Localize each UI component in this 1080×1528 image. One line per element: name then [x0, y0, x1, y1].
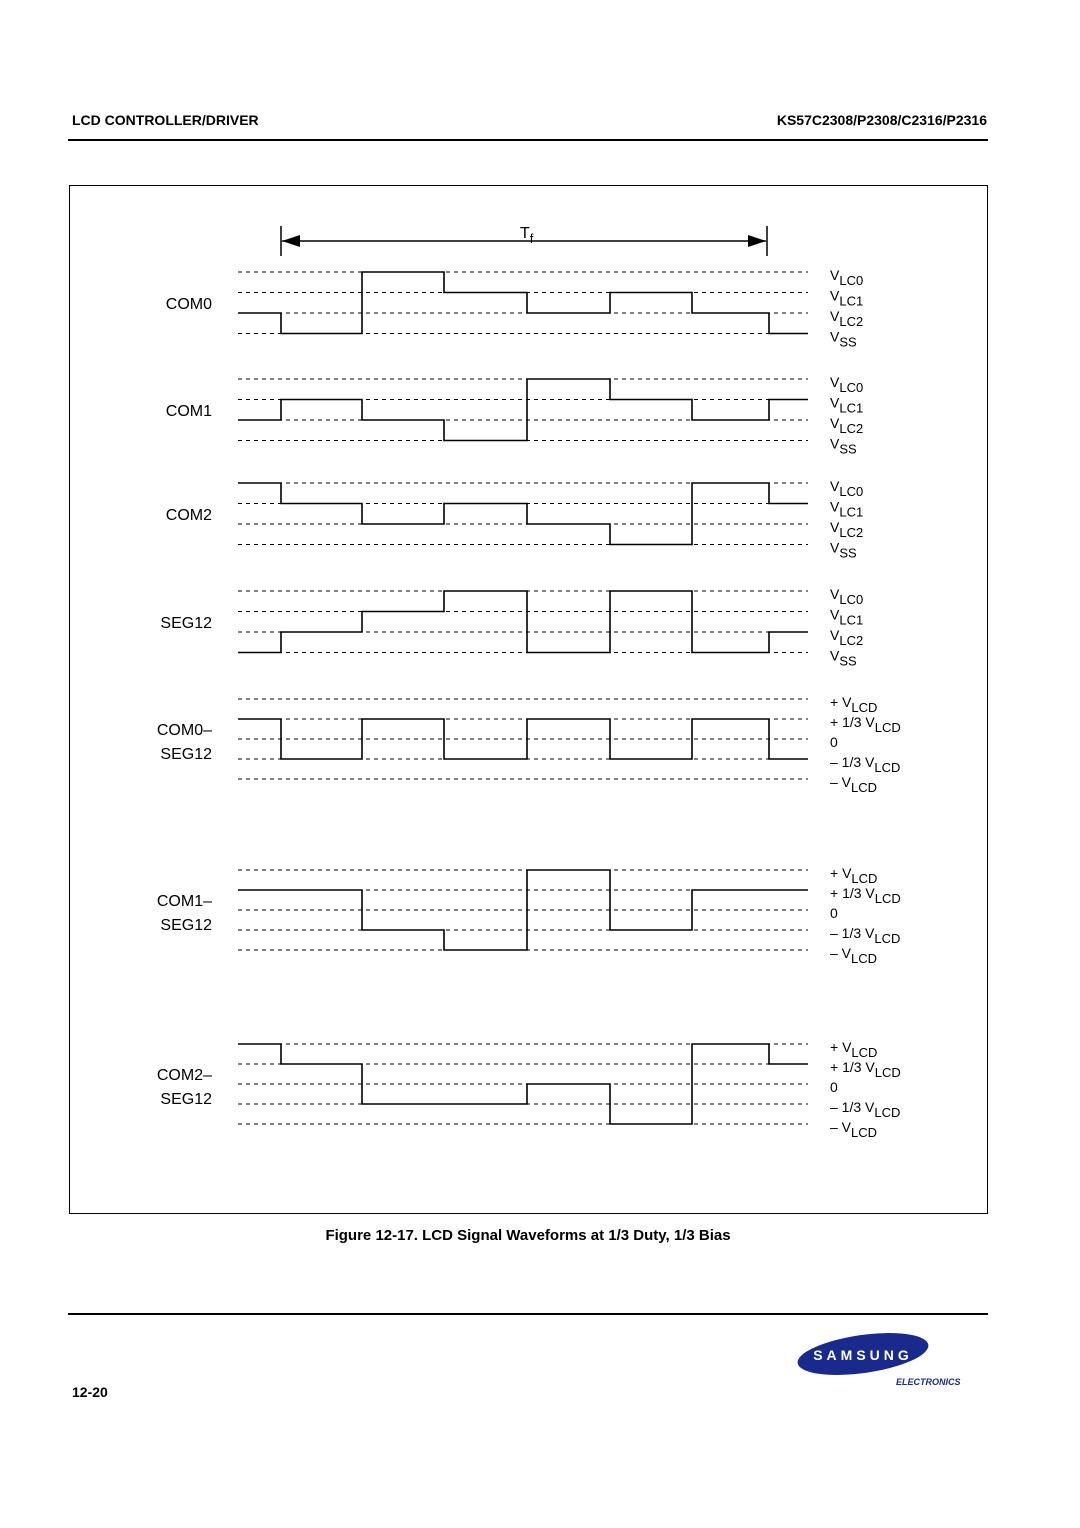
waveform-trace — [238, 1044, 808, 1124]
waveform-0 — [166, 267, 863, 350]
level-label: + 1/3 VLCD — [830, 885, 901, 906]
signal-name: COM2– — [156, 1067, 212, 1084]
signal-name: SEG12 — [160, 917, 212, 934]
level-label: VSS — [830, 328, 857, 350]
level-label: VLC2 — [830, 308, 864, 329]
level-label: VLC2 — [830, 519, 864, 540]
waveform-diagram — [70, 186, 987, 1213]
page-number: 12-20 — [72, 1384, 108, 1400]
level-label: VSS — [830, 539, 857, 561]
level-label: – 1/3 VLCD — [830, 1099, 901, 1120]
level-label: VLC1 — [830, 606, 864, 628]
section-title: LCD CONTROLLER/DRIVER — [72, 112, 259, 128]
signal-name: COM1 — [165, 402, 212, 420]
level-label: + VLCD — [830, 865, 878, 886]
level-label: VLC0 — [830, 478, 864, 499]
level-label: + 1/3 VLCD — [830, 714, 901, 735]
level-label: + VLCD — [830, 1039, 878, 1060]
svg-text:SAMSUNG: SAMSUNG — [813, 1347, 913, 1363]
level-label: 0 — [830, 734, 838, 750]
signal-name: SEG12 — [160, 614, 212, 632]
level-label: VLC1 — [830, 287, 864, 309]
waveform-trace — [238, 719, 808, 759]
figure-frame — [69, 185, 988, 1214]
level-label: 0 — [830, 1079, 838, 1095]
level-label: VSS — [830, 647, 857, 669]
level-label: VLC1 — [830, 394, 864, 416]
level-label: VSS — [830, 435, 857, 457]
level-label: – VLCD — [830, 774, 878, 795]
waveform-1 — [166, 374, 863, 457]
signal-name: SEG12 — [160, 1091, 212, 1108]
level-label: VLC0 — [830, 374, 864, 395]
waveform-5 — [157, 865, 901, 966]
frame-period-marker — [281, 225, 767, 256]
waveform-trace — [238, 870, 808, 950]
signal-name: SEG12 — [160, 746, 212, 763]
waveform-trace — [238, 483, 808, 545]
figure-caption: Figure 12-17. LCD Signal Waveforms at 1/3 Duty, 1/3 Bias — [325, 1227, 731, 1244]
level-label: – 1/3 VLCD — [830, 925, 901, 946]
electronics-wordmark: ELECTRONICS — [896, 1377, 961, 1387]
part-number: KS57C2308/P2308/C2316/P2316 — [776, 112, 987, 128]
level-label: VLC0 — [830, 267, 864, 288]
signal-name: COM1– — [156, 893, 212, 910]
waveform-6 — [157, 1039, 901, 1140]
level-label: – 1/3 VLCD — [830, 754, 901, 775]
level-label: VLC1 — [830, 498, 864, 520]
waveform-trace — [238, 379, 808, 441]
waveform-trace — [238, 591, 808, 653]
level-label: – VLCD — [830, 1119, 878, 1140]
level-label: + 1/3 VLCD — [830, 1059, 901, 1080]
signal-name: COM2 — [165, 506, 212, 524]
waveform-trace — [238, 272, 808, 334]
signal-name: COM0– — [156, 722, 212, 739]
waveform-2 — [166, 478, 863, 561]
level-label: 0 — [830, 905, 838, 921]
header-rule — [68, 139, 988, 141]
signal-name: COM0 — [165, 295, 212, 313]
waveform-4 — [157, 694, 901, 795]
level-label: VLC2 — [830, 627, 864, 648]
waveform-3 — [160, 586, 863, 669]
level-label: VLC0 — [830, 586, 864, 607]
level-label: – VLCD — [830, 945, 878, 966]
tf-label: $T_f$ — [520, 225, 534, 246]
footer-rule — [68, 1313, 988, 1315]
level-label: + VLCD — [830, 694, 878, 715]
level-label: VLC2 — [830, 415, 864, 436]
